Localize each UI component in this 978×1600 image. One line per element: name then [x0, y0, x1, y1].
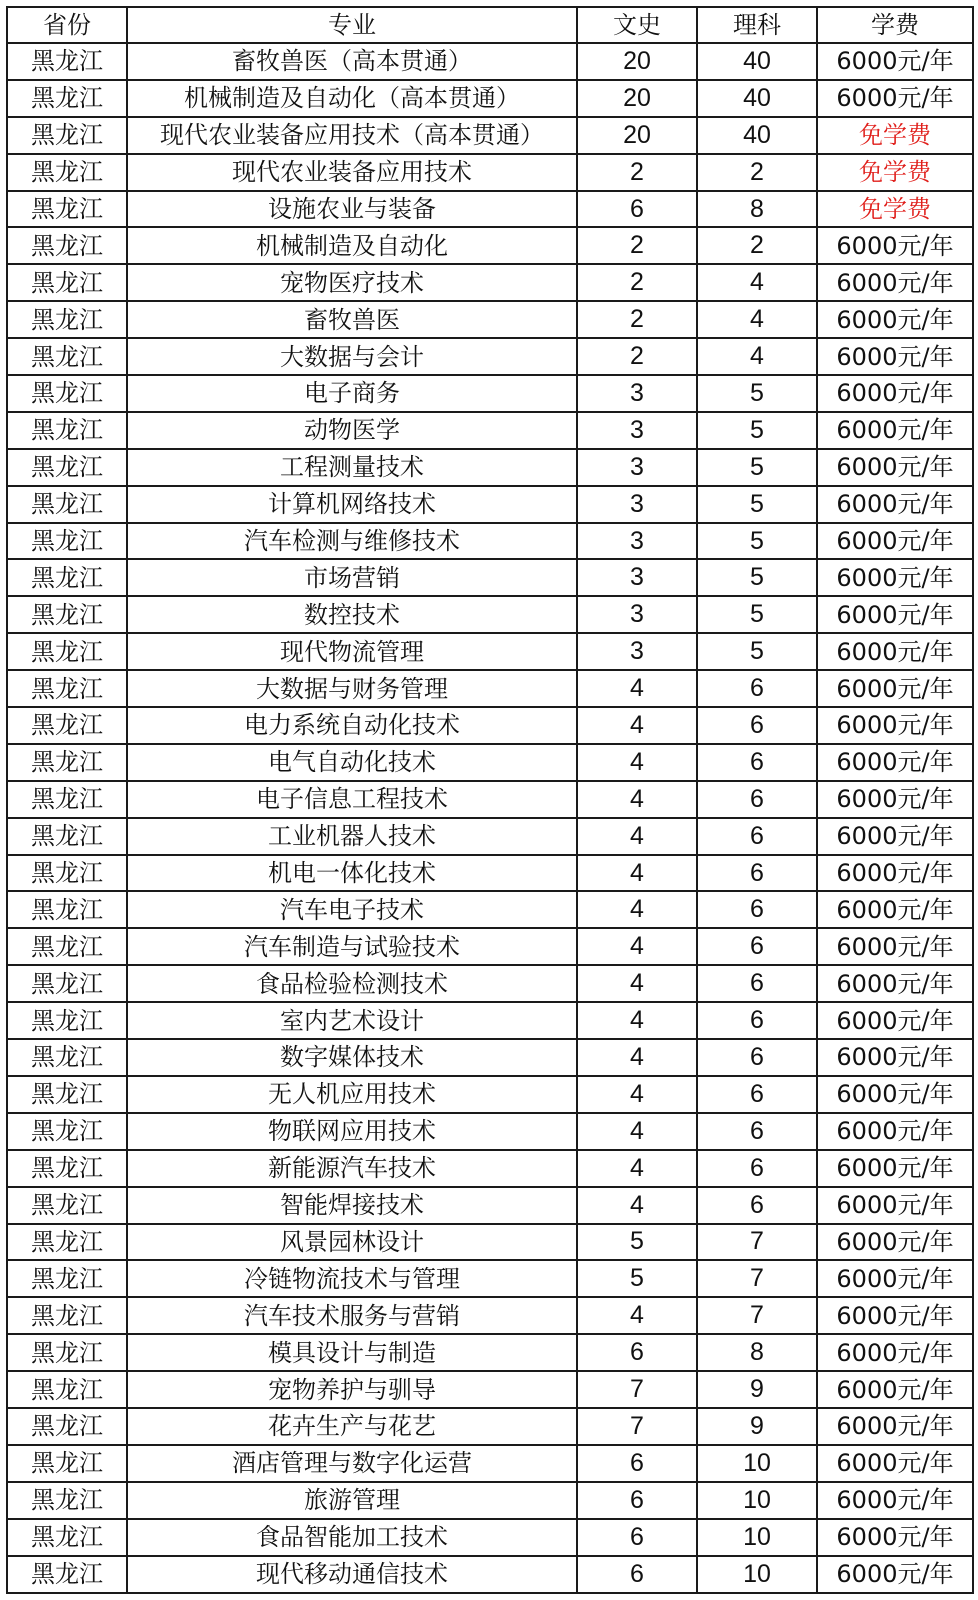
- cell-province: 黑龙江: [7, 1076, 127, 1113]
- table-row: [7, 301, 973, 338]
- cell-province: 黑龙江: [7, 781, 127, 818]
- cell-province: 黑龙江: [7, 412, 127, 449]
- cell-province: 黑龙江: [7, 338, 127, 375]
- cell-fee: 6000元/年: [817, 1334, 973, 1371]
- cell-province: 黑龙江: [7, 965, 127, 1002]
- cell-fee: 6000元/年: [817, 1408, 973, 1445]
- cell-li-quota: 7: [697, 1224, 817, 1261]
- cell-province: 黑龙江: [7, 449, 127, 486]
- cell-li-quota: 5: [697, 523, 817, 560]
- cell-major: 智能焊接技术: [127, 1187, 577, 1224]
- cell-province: 黑龙江: [7, 80, 127, 117]
- cell-li-quota: 10: [697, 1445, 817, 1482]
- cell-fee: 6000元/年: [817, 1039, 973, 1076]
- cell-major: 宠物养护与驯导: [127, 1371, 577, 1408]
- cell-province: 黑龙江: [7, 1260, 127, 1297]
- cell-fee: 免学费: [817, 154, 973, 191]
- cell-major: 电气自动化技术: [127, 744, 577, 781]
- cell-province: 黑龙江: [7, 1519, 127, 1556]
- table-row: [7, 375, 973, 412]
- table-row: [7, 523, 973, 560]
- cell-fee: 6000元/年: [817, 80, 973, 117]
- table-row: [7, 1076, 973, 1113]
- cell-li-quota: 6: [697, 1002, 817, 1039]
- table-row: [7, 818, 973, 855]
- cell-province: 黑龙江: [7, 43, 127, 80]
- header-wen: 文史: [577, 7, 697, 43]
- cell-fee: 6000元/年: [817, 449, 973, 486]
- cell-wen-quota: 3: [577, 375, 697, 412]
- cell-province: 黑龙江: [7, 1371, 127, 1408]
- table-row: [7, 1519, 973, 1556]
- cell-li-quota: 6: [697, 1039, 817, 1076]
- cell-major: 室内艺术设计: [127, 1002, 577, 1039]
- cell-wen-quota: 2: [577, 301, 697, 338]
- cell-fee: 6000元/年: [817, 1445, 973, 1482]
- table-row: [7, 1408, 973, 1445]
- cell-li-quota: 5: [697, 596, 817, 633]
- cell-wen-quota: 4: [577, 1002, 697, 1039]
- cell-fee: 6000元/年: [817, 1224, 973, 1261]
- cell-major: 大数据与会计: [127, 338, 577, 375]
- cell-fee: 6000元/年: [817, 818, 973, 855]
- cell-li-quota: 7: [697, 1260, 817, 1297]
- cell-major: 工程测量技术: [127, 449, 577, 486]
- cell-wen-quota: 4: [577, 1076, 697, 1113]
- cell-wen-quota: 2: [577, 264, 697, 301]
- cell-fee: 6000元/年: [817, 633, 973, 670]
- table-row: [7, 43, 973, 80]
- cell-province: 黑龙江: [7, 707, 127, 744]
- cell-major: 汽车电子技术: [127, 891, 577, 928]
- cell-li-quota: 7: [697, 1297, 817, 1334]
- cell-li-quota: 6: [697, 1113, 817, 1150]
- cell-li-quota: 6: [697, 928, 817, 965]
- cell-major: 汽车制造与试验技术: [127, 928, 577, 965]
- cell-wen-quota: 2: [577, 154, 697, 191]
- cell-fee: 6000元/年: [817, 1150, 973, 1187]
- cell-province: 黑龙江: [7, 1408, 127, 1445]
- cell-li-quota: 9: [697, 1371, 817, 1408]
- table-row: [7, 928, 973, 965]
- cell-li-quota: 10: [697, 1482, 817, 1519]
- cell-province: 黑龙江: [7, 1150, 127, 1187]
- table-row: [7, 1334, 973, 1371]
- cell-province: 黑龙江: [7, 191, 127, 228]
- cell-wen-quota: 5: [577, 1260, 697, 1297]
- cell-major: 花卉生产与花艺: [127, 1408, 577, 1445]
- cell-province: 黑龙江: [7, 891, 127, 928]
- table-row: [7, 707, 973, 744]
- cell-li-quota: 6: [697, 1150, 817, 1187]
- cell-province: 黑龙江: [7, 1113, 127, 1150]
- cell-major: 食品智能加工技术: [127, 1519, 577, 1556]
- cell-wen-quota: 6: [577, 1482, 697, 1519]
- cell-li-quota: 5: [697, 559, 817, 596]
- header-row: [7, 7, 973, 43]
- cell-fee: 6000元/年: [817, 338, 973, 375]
- cell-li-quota: 10: [697, 1556, 817, 1593]
- cell-province: 黑龙江: [7, 1334, 127, 1371]
- cell-li-quota: 6: [697, 670, 817, 707]
- cell-major: 电子信息工程技术: [127, 781, 577, 818]
- cell-wen-quota: 3: [577, 412, 697, 449]
- cell-fee: 免学费: [817, 117, 973, 154]
- cell-li-quota: 6: [697, 855, 817, 892]
- cell-li-quota: 6: [697, 1076, 817, 1113]
- table-row: [7, 412, 973, 449]
- cell-wen-quota: 20: [577, 80, 697, 117]
- cell-major: 物联网应用技术: [127, 1113, 577, 1150]
- table-row: [7, 891, 973, 928]
- cell-fee: 6000元/年: [817, 781, 973, 818]
- cell-fee: 6000元/年: [817, 375, 973, 412]
- cell-fee: 6000元/年: [817, 1371, 973, 1408]
- cell-major: 计算机网络技术: [127, 486, 577, 523]
- cell-province: 黑龙江: [7, 375, 127, 412]
- cell-major: 机械制造及自动化（高本贯通）: [127, 80, 577, 117]
- cell-major: 现代农业装备应用技术: [127, 154, 577, 191]
- cell-major: 宠物医疗技术: [127, 264, 577, 301]
- cell-province: 黑龙江: [7, 818, 127, 855]
- enrollment-plan-table-container: [6, 6, 972, 1594]
- cell-wen-quota: 4: [577, 1297, 697, 1334]
- table-row: [7, 117, 973, 154]
- cell-li-quota: 6: [697, 707, 817, 744]
- cell-fee: 6000元/年: [817, 744, 973, 781]
- cell-li-quota: 6: [697, 1187, 817, 1224]
- cell-major: 模具设计与制造: [127, 1334, 577, 1371]
- table-row: [7, 744, 973, 781]
- cell-li-quota: 6: [697, 781, 817, 818]
- cell-province: 黑龙江: [7, 264, 127, 301]
- cell-li-quota: 9: [697, 1408, 817, 1445]
- cell-province: 黑龙江: [7, 1224, 127, 1261]
- cell-li-quota: 2: [697, 227, 817, 264]
- cell-li-quota: 2: [697, 154, 817, 191]
- cell-major: 风景园林设计: [127, 1224, 577, 1261]
- cell-li-quota: 4: [697, 301, 817, 338]
- cell-li-quota: 8: [697, 191, 817, 228]
- cell-li-quota: 40: [697, 80, 817, 117]
- table-row: [7, 486, 973, 523]
- cell-wen-quota: 4: [577, 781, 697, 818]
- cell-li-quota: 5: [697, 486, 817, 523]
- cell-province: 黑龙江: [7, 1445, 127, 1482]
- cell-province: 黑龙江: [7, 744, 127, 781]
- cell-wen-quota: 4: [577, 670, 697, 707]
- cell-province: 黑龙江: [7, 633, 127, 670]
- cell-fee: 6000元/年: [817, 1297, 973, 1334]
- cell-fee: 6000元/年: [817, 928, 973, 965]
- cell-province: 黑龙江: [7, 1039, 127, 1076]
- cell-fee: 6000元/年: [817, 855, 973, 892]
- cell-fee: 6000元/年: [817, 965, 973, 1002]
- cell-fee: 6000元/年: [817, 891, 973, 928]
- cell-wen-quota: 6: [577, 1334, 697, 1371]
- cell-wen-quota: 4: [577, 928, 697, 965]
- cell-li-quota: 4: [697, 264, 817, 301]
- cell-wen-quota: 2: [577, 227, 697, 264]
- cell-li-quota: 40: [697, 43, 817, 80]
- table-row: [7, 1113, 973, 1150]
- cell-major: 机电一体化技术: [127, 855, 577, 892]
- table-row: [7, 191, 973, 228]
- cell-fee: 6000元/年: [817, 1519, 973, 1556]
- cell-li-quota: 10: [697, 1519, 817, 1556]
- cell-wen-quota: 4: [577, 744, 697, 781]
- table-row: [7, 596, 973, 633]
- cell-fee: 6000元/年: [817, 596, 973, 633]
- cell-fee: 6000元/年: [817, 1113, 973, 1150]
- cell-fee: 6000元/年: [817, 1076, 973, 1113]
- table-row: [7, 1224, 973, 1261]
- cell-province: 黑龙江: [7, 670, 127, 707]
- cell-fee: 6000元/年: [817, 1556, 973, 1593]
- cell-province: 黑龙江: [7, 1002, 127, 1039]
- table-body: [7, 43, 973, 1593]
- cell-wen-quota: 4: [577, 818, 697, 855]
- cell-province: 黑龙江: [7, 559, 127, 596]
- cell-wen-quota: 4: [577, 1039, 697, 1076]
- cell-wen-quota: 3: [577, 486, 697, 523]
- cell-major: 机械制造及自动化: [127, 227, 577, 264]
- cell-major: 旅游管理: [127, 1482, 577, 1519]
- cell-major: 汽车技术服务与营销: [127, 1297, 577, 1334]
- table-row: [7, 80, 973, 117]
- cell-li-quota: 5: [697, 375, 817, 412]
- table-row: [7, 855, 973, 892]
- cell-major: 冷链物流技术与管理: [127, 1260, 577, 1297]
- cell-province: 黑龙江: [7, 855, 127, 892]
- cell-province: 黑龙江: [7, 596, 127, 633]
- cell-wen-quota: 3: [577, 633, 697, 670]
- table-row: [7, 1445, 973, 1482]
- cell-li-quota: 40: [697, 117, 817, 154]
- table-row: [7, 670, 973, 707]
- cell-province: 黑龙江: [7, 301, 127, 338]
- cell-major: 工业机器人技术: [127, 818, 577, 855]
- cell-major: 数字媒体技术: [127, 1039, 577, 1076]
- cell-major: 设施农业与装备: [127, 191, 577, 228]
- cell-wen-quota: 4: [577, 1187, 697, 1224]
- cell-wen-quota: 5: [577, 1224, 697, 1261]
- table-row: [7, 338, 973, 375]
- table-row: [7, 633, 973, 670]
- cell-wen-quota: 4: [577, 1113, 697, 1150]
- cell-major: 现代物流管理: [127, 633, 577, 670]
- table-row: [7, 1371, 973, 1408]
- cell-major: 畜牧兽医: [127, 301, 577, 338]
- cell-li-quota: 5: [697, 412, 817, 449]
- cell-major: 市场营销: [127, 559, 577, 596]
- cell-fee: 6000元/年: [817, 1187, 973, 1224]
- cell-fee: 6000元/年: [817, 264, 973, 301]
- cell-major: 现代移动通信技术: [127, 1556, 577, 1593]
- cell-wen-quota: 6: [577, 1519, 697, 1556]
- cell-fee: 6000元/年: [817, 559, 973, 596]
- cell-wen-quota: 2: [577, 338, 697, 375]
- table-row: [7, 227, 973, 264]
- cell-wen-quota: 4: [577, 1150, 697, 1187]
- cell-major: 数控技术: [127, 596, 577, 633]
- table-row: [7, 1002, 973, 1039]
- cell-li-quota: 8: [697, 1334, 817, 1371]
- cell-li-quota: 6: [697, 965, 817, 1002]
- cell-wen-quota: 6: [577, 1556, 697, 1593]
- cell-province: 黑龙江: [7, 1556, 127, 1593]
- cell-major: 大数据与财务管理: [127, 670, 577, 707]
- cell-wen-quota: 4: [577, 891, 697, 928]
- table-header: [7, 7, 973, 43]
- cell-wen-quota: 6: [577, 191, 697, 228]
- cell-li-quota: 5: [697, 449, 817, 486]
- header-li: 理科: [697, 7, 817, 43]
- cell-wen-quota: 7: [577, 1408, 697, 1445]
- table-row: [7, 1482, 973, 1519]
- cell-fee: 6000元/年: [817, 227, 973, 264]
- cell-major: 酒店管理与数字化运营: [127, 1445, 577, 1482]
- cell-fee: 6000元/年: [817, 670, 973, 707]
- cell-fee: 6000元/年: [817, 1002, 973, 1039]
- cell-li-quota: 5: [697, 633, 817, 670]
- cell-fee: 6000元/年: [817, 1482, 973, 1519]
- table-row: [7, 1556, 973, 1593]
- cell-fee: 6000元/年: [817, 707, 973, 744]
- enrollment-plan-table: [6, 6, 974, 1594]
- cell-li-quota: 4: [697, 338, 817, 375]
- cell-major: 新能源汽车技术: [127, 1150, 577, 1187]
- table-row: [7, 559, 973, 596]
- cell-major: 电子商务: [127, 375, 577, 412]
- cell-province: 黑龙江: [7, 523, 127, 560]
- cell-wen-quota: 3: [577, 596, 697, 633]
- cell-fee: 6000元/年: [817, 523, 973, 560]
- cell-province: 黑龙江: [7, 1187, 127, 1224]
- header-fee: 学费: [817, 7, 973, 43]
- cell-wen-quota: 4: [577, 965, 697, 1002]
- cell-wen-quota: 4: [577, 855, 697, 892]
- cell-wen-quota: 3: [577, 449, 697, 486]
- cell-major: 动物医学: [127, 412, 577, 449]
- cell-major: 现代农业装备应用技术（高本贯通）: [127, 117, 577, 154]
- cell-wen-quota: 20: [577, 117, 697, 154]
- table-row: [7, 1039, 973, 1076]
- cell-province: 黑龙江: [7, 1482, 127, 1519]
- cell-major: 无人机应用技术: [127, 1076, 577, 1113]
- cell-major: 汽车检测与维修技术: [127, 523, 577, 560]
- cell-fee: 6000元/年: [817, 43, 973, 80]
- cell-wen-quota: 7: [577, 1371, 697, 1408]
- cell-province: 黑龙江: [7, 1297, 127, 1334]
- cell-major: 电力系统自动化技术: [127, 707, 577, 744]
- cell-fee: 6000元/年: [817, 301, 973, 338]
- table-row: [7, 781, 973, 818]
- cell-major: 畜牧兽医（高本贯通）: [127, 43, 577, 80]
- table-row: [7, 264, 973, 301]
- cell-province: 黑龙江: [7, 227, 127, 264]
- cell-li-quota: 6: [697, 744, 817, 781]
- cell-province: 黑龙江: [7, 117, 127, 154]
- cell-province: 黑龙江: [7, 928, 127, 965]
- cell-wen-quota: 4: [577, 707, 697, 744]
- table-row: [7, 1187, 973, 1224]
- cell-province: 黑龙江: [7, 154, 127, 191]
- cell-fee: 6000元/年: [817, 1260, 973, 1297]
- table-row: [7, 965, 973, 1002]
- header-major: 专业: [127, 7, 577, 43]
- table-row: [7, 154, 973, 191]
- table-row: [7, 1260, 973, 1297]
- table-row: [7, 1297, 973, 1334]
- cell-province: 黑龙江: [7, 486, 127, 523]
- cell-li-quota: 6: [697, 818, 817, 855]
- header-province: 省份: [7, 7, 127, 43]
- cell-wen-quota: 6: [577, 1445, 697, 1482]
- table-row: [7, 1150, 973, 1187]
- cell-wen-quota: 3: [577, 559, 697, 596]
- cell-wen-quota: 20: [577, 43, 697, 80]
- table-row: [7, 449, 973, 486]
- cell-major: 食品检验检测技术: [127, 965, 577, 1002]
- cell-li-quota: 6: [697, 891, 817, 928]
- cell-fee: 免学费: [817, 191, 973, 228]
- cell-fee: 6000元/年: [817, 412, 973, 449]
- cell-fee: 6000元/年: [817, 486, 973, 523]
- cell-wen-quota: 3: [577, 523, 697, 560]
